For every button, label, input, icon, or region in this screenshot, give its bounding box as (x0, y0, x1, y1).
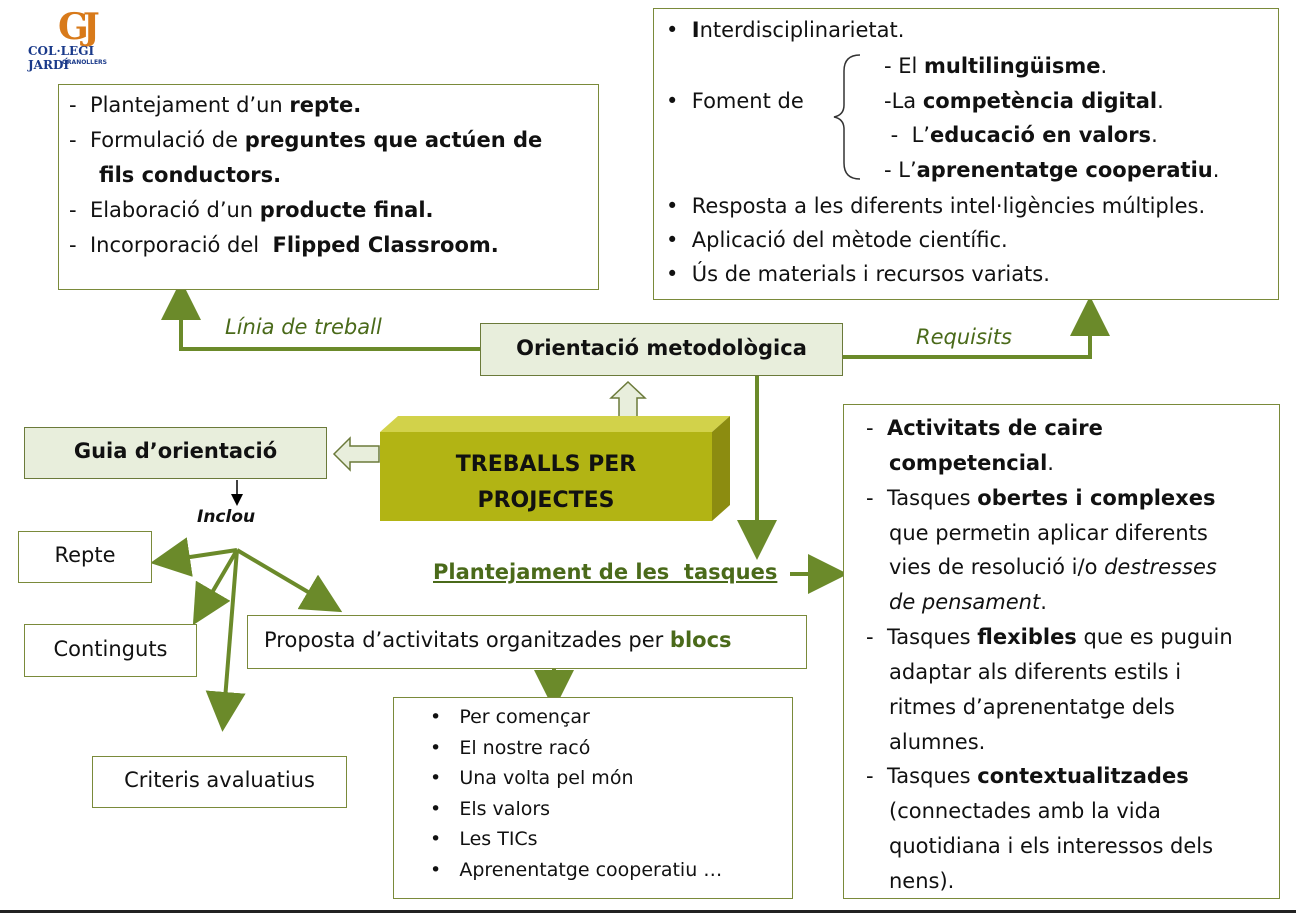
tr-sub-3: - L’educació en valors. (884, 123, 1158, 147)
bottom-rule (0, 910, 1296, 913)
label-plantejament-tasques: Plantejament de les tasques (433, 560, 778, 584)
guia-orientacio-box (24, 427, 327, 479)
blocs-box (393, 697, 793, 899)
r-line-8: adaptar als diferents estils i (889, 660, 1182, 684)
guia-label: Guia d’orientació (73, 439, 278, 463)
r-line-1: - Activitats de caire (866, 416, 1103, 440)
logo-name: COL·LEGI JARDÍ (28, 44, 95, 72)
r-line-14: nens). (889, 869, 955, 893)
r-line-12: (connectades amb la vida (889, 799, 1161, 823)
repte-label: Repte (54, 543, 116, 567)
tasques-box (843, 404, 1280, 899)
bloc-item-6: • Aprenentatge cooperatiu … (430, 859, 723, 881)
hollow-arrow-left (334, 438, 379, 470)
topleft-item-4: - Incorporació del Flipped Classroom. (69, 233, 499, 257)
continguts-box (24, 624, 197, 677)
r-line-3: - Tasques obertes i complexes (866, 486, 1216, 510)
tr-curly-brace (832, 53, 862, 181)
r-line-4: que permetin aplicar diferents (889, 521, 1208, 545)
arrow-to-proposta (237, 550, 325, 602)
treballs-block-top (380, 416, 730, 432)
topleft-item-2b: fils conductors. (99, 163, 282, 187)
tr-bullet-2: • Resposta a les diferents intel·ligències múltiples. (666, 194, 1206, 218)
bloc-item-3: • Una volta pel món (430, 767, 634, 789)
r-line-7: - Tasques flexibles que es puguin (866, 625, 1233, 649)
orientacio-metodologica-box (480, 323, 843, 376)
label-requisits: Requisits (916, 325, 1012, 349)
r-line-5: vies de resolució i/o destresses (889, 555, 1217, 579)
r-line-9: ritmes d’aprenentatge dels (889, 695, 1175, 719)
r-line-6: de pensament. (889, 590, 1047, 614)
treballs-line-1: TREBALLS PER (455, 452, 637, 477)
r-line-11: - Tasques contextualitzades (866, 764, 1189, 788)
arrow-to-criteris (224, 550, 237, 712)
tr-sub-2: -La competència digital. (884, 89, 1164, 113)
bloc-item-5: • Les TICs (430, 828, 538, 850)
logo (24, 6, 134, 72)
r-line-2: competencial. (889, 451, 1054, 475)
tr-bullet-4: • Ús de materials i recursos variats. (666, 262, 1050, 286)
tr-bullet-3: • Aplicació del mètode científic. (666, 228, 1008, 252)
bloc-item-4: • Els valors (430, 798, 551, 820)
repte-box (18, 531, 152, 583)
logo-city: GRANOLLERS (62, 59, 107, 66)
continguts-label: Continguts (53, 637, 168, 661)
topleft-item-1: - Plantejament d’un repte. (69, 93, 362, 117)
tr-sub-4: - L’aprenentatge cooperatiu. (884, 158, 1220, 182)
criteris-box (92, 756, 347, 808)
topleft-item-3: - Elaboració d’un producte final. (69, 198, 434, 222)
topleft-item-2: - Formulació de preguntes que actúen de (69, 128, 543, 152)
bloc-item-2: • El nostre racó (430, 737, 591, 759)
proposta-label: Proposta d’activitats organitzades per blocs (264, 628, 732, 652)
proposta-box (247, 615, 807, 669)
linia-treball-box (58, 84, 599, 290)
requisits-box (653, 8, 1279, 300)
label-linia-de-treball: Línia de treball (225, 315, 382, 339)
bloc-item-1: • Per començar (430, 706, 590, 728)
criteris-label: Criteris avaluatius (124, 768, 315, 792)
arrow-to-repte (170, 550, 237, 560)
treballs-line-2: PROJECTES (477, 488, 615, 513)
tr-bullet-1: • Interdisciplinarietat. (666, 18, 905, 42)
r-line-10: alumnes. (889, 730, 986, 754)
orientacio-label: Orientació metodològica (516, 336, 807, 360)
label-inclou: Inclou (197, 507, 256, 527)
logo-mark: GJ (58, 6, 94, 48)
treballs-block-side (712, 416, 730, 521)
tr-sub-1: - El multilingüisme. (884, 54, 1108, 78)
tr-foment: • Foment de (666, 89, 804, 113)
r-line-13: quotidiana i els interessos dels (889, 834, 1214, 858)
